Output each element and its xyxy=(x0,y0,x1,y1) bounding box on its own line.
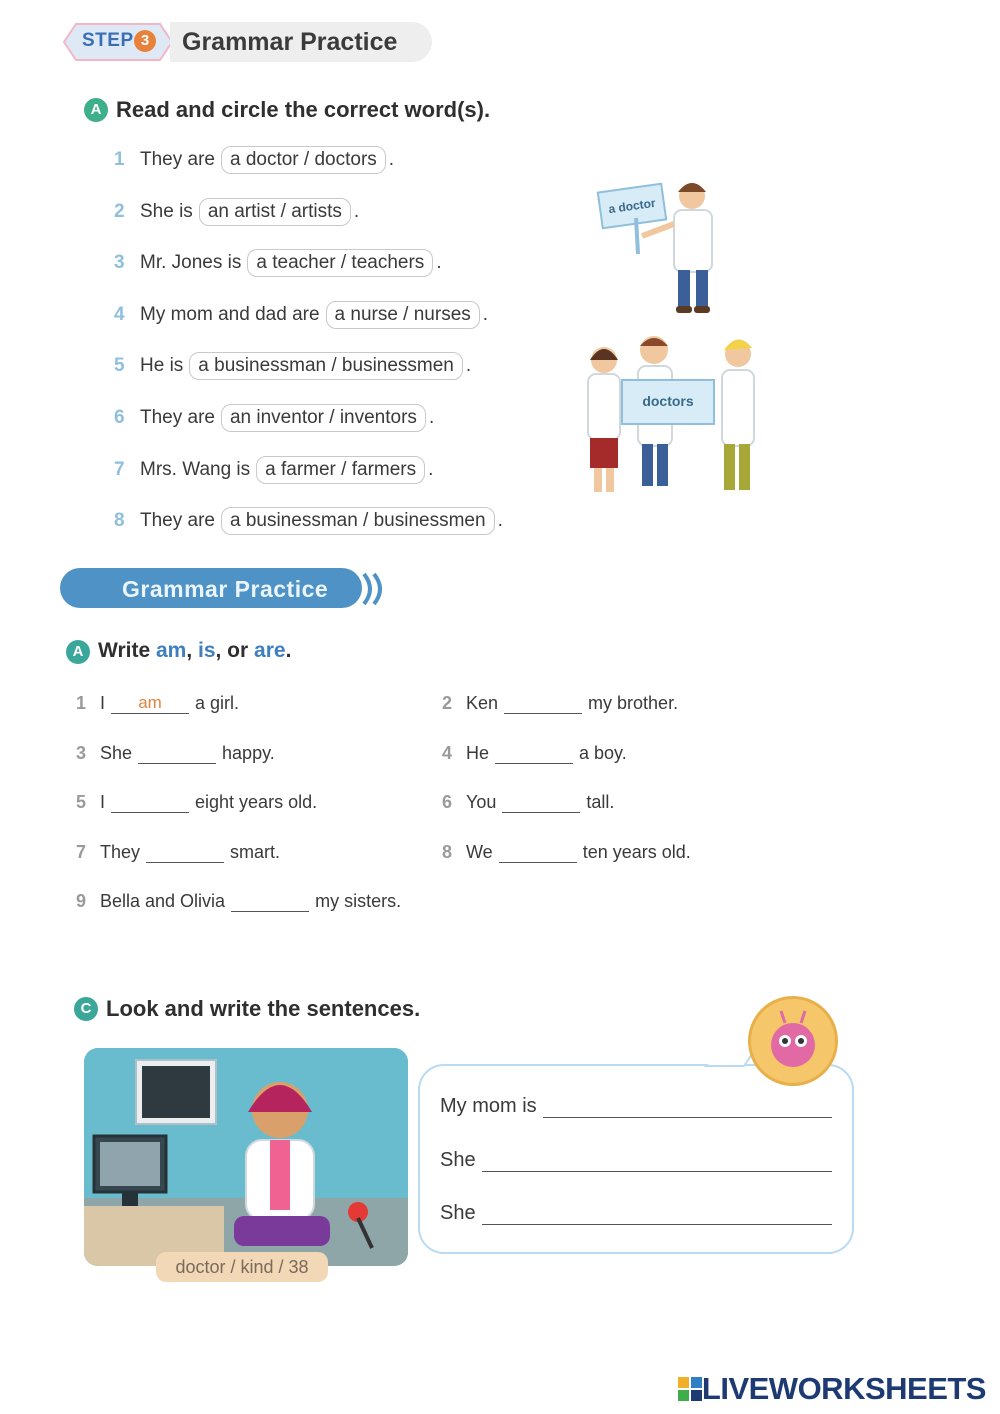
item-number: 1 xyxy=(114,149,125,170)
word-choice-box[interactable]: an inventor / inventors xyxy=(221,404,426,432)
step-header xyxy=(62,18,442,66)
item-prompt: My mom and dad are xyxy=(140,303,320,325)
fill-blank-item xyxy=(76,783,317,813)
section-a2-heading xyxy=(98,639,291,663)
heading-end: . xyxy=(285,639,292,662)
section-c-heading: Look and write the sentences. xyxy=(106,996,421,1021)
item-subject: Bella and Olivia xyxy=(100,891,226,911)
item-rest: tall. xyxy=(586,792,615,812)
circle-item xyxy=(114,403,434,433)
item-subject: They xyxy=(100,841,141,862)
item-number: 5 xyxy=(114,355,125,377)
circle-item xyxy=(114,351,471,381)
word-choice-box[interactable]: a businessman / businessmen xyxy=(189,352,463,380)
banner-swoosh-icon xyxy=(360,572,390,606)
item-subject: She xyxy=(100,742,133,763)
item-period: . xyxy=(388,149,395,170)
logo-icon xyxy=(678,1377,702,1401)
item-prompt: Mrs. Wang is xyxy=(140,458,251,480)
circle-item xyxy=(114,455,433,485)
fill-blank-item xyxy=(442,833,691,863)
item-rest: ten years old. xyxy=(582,841,691,862)
sentence-start: She xyxy=(440,1148,476,1171)
item-number: 1 xyxy=(76,693,87,713)
logo-text: LIVEWORKSHEETS xyxy=(701,1371,986,1406)
item-number: 2 xyxy=(442,693,453,713)
heading-sep: , or xyxy=(215,639,255,662)
fill-blank-item xyxy=(76,684,239,714)
sentence-write-field[interactable] xyxy=(543,1097,832,1118)
circle-item xyxy=(114,506,503,536)
sign-single: a doctor xyxy=(607,195,657,217)
sign-group: doctors xyxy=(642,393,694,409)
office-scene xyxy=(84,1048,408,1266)
fill-blank-item xyxy=(442,783,614,813)
fill-blank-item xyxy=(76,833,280,863)
answer-blank[interactable] xyxy=(499,842,577,863)
item-period: . xyxy=(497,510,503,532)
item-period: . xyxy=(353,200,360,222)
fill-blank-item xyxy=(442,734,627,764)
fill-blank-item xyxy=(442,684,678,714)
word-choice-box[interactable]: a businessman / businessmen xyxy=(221,507,495,535)
circle-item xyxy=(114,248,442,278)
liveworksheets-logo xyxy=(678,1372,986,1406)
answer-blank[interactable]: am xyxy=(111,693,189,714)
keyword-are: are xyxy=(254,639,286,662)
word-choice-box[interactable]: a doctor / doctors xyxy=(221,146,386,174)
item-number: 7 xyxy=(114,458,125,480)
heading-text: Write xyxy=(98,639,156,662)
item-number: 4 xyxy=(114,303,125,325)
item-subject: I xyxy=(100,792,106,812)
item-number: 3 xyxy=(76,742,87,763)
doctor-illustration xyxy=(596,174,726,324)
answer-blank[interactable] xyxy=(111,792,189,813)
fill-blank-item xyxy=(76,734,275,764)
item-number: 4 xyxy=(442,742,453,763)
item-period: . xyxy=(428,407,435,428)
circle-item xyxy=(114,197,359,227)
item-prompt: Mr. Jones is xyxy=(140,252,242,274)
item-number: 3 xyxy=(114,252,125,274)
answer-blank[interactable] xyxy=(504,693,582,714)
step-number-badge: 3 xyxy=(134,30,156,52)
sentence-line xyxy=(440,1197,832,1225)
section-a-badge: A xyxy=(84,98,108,122)
sentence-start: My mom is xyxy=(440,1095,537,1117)
keyword-is: is xyxy=(198,639,216,662)
circle-item xyxy=(114,300,488,330)
circle-item xyxy=(114,145,394,175)
item-number: 8 xyxy=(114,510,125,532)
item-subject: Ken xyxy=(466,693,499,713)
step-label: STEP xyxy=(82,30,134,51)
section-a-heading: Read and circle the correct word(s). xyxy=(116,97,491,122)
word-choice-box[interactable]: a nurse / nurses xyxy=(326,301,480,329)
item-rest: happy. xyxy=(222,742,275,763)
item-number: 6 xyxy=(114,407,125,428)
answer-blank[interactable] xyxy=(138,743,216,764)
sentence-write-field[interactable] xyxy=(482,1151,832,1172)
item-number: 5 xyxy=(76,792,87,812)
page-title: Grammar Practice xyxy=(182,28,398,56)
keyword-am: am xyxy=(155,639,187,662)
answer-blank[interactable] xyxy=(146,842,224,863)
grammar-banner xyxy=(60,566,390,612)
item-rest: smart. xyxy=(230,841,281,862)
item-subject: He xyxy=(466,742,490,763)
item-subject: We xyxy=(466,841,493,862)
item-number: 2 xyxy=(114,200,125,222)
item-rest: a boy. xyxy=(579,742,627,763)
item-number: 7 xyxy=(76,841,87,862)
item-rest: my brother. xyxy=(588,693,679,713)
sentence-start: She xyxy=(440,1202,476,1224)
word-choice-box[interactable]: an artist / artists xyxy=(199,198,351,226)
item-rest: eight years old. xyxy=(195,792,318,812)
item-number: 9 xyxy=(76,891,87,911)
word-choice-box[interactable]: a farmer / farmers xyxy=(256,456,425,484)
heading-sep: , xyxy=(186,639,198,662)
sentence-write-field[interactable] xyxy=(482,1204,832,1225)
item-prompt: They are xyxy=(140,149,215,170)
item-subject: You xyxy=(466,792,497,812)
item-period: . xyxy=(465,355,472,377)
answer-blank[interactable] xyxy=(231,891,309,912)
section-c-badge: C xyxy=(74,997,98,1021)
sentence-line xyxy=(440,1144,832,1172)
hint-caption: doctor / kind / 38 xyxy=(156,1252,328,1282)
item-rest: my sisters. xyxy=(315,891,402,911)
item-number: 6 xyxy=(442,792,453,812)
banner-title: Grammar Practice xyxy=(122,576,329,602)
answer-blank[interactable] xyxy=(502,792,580,813)
item-period: . xyxy=(428,458,434,480)
item-prompt: He is xyxy=(140,355,184,377)
item-prompt: They are xyxy=(140,510,215,532)
doctor-office-image xyxy=(84,1048,408,1266)
word-choice-box[interactable]: a teacher / teachers xyxy=(247,249,433,277)
item-prompt: She is xyxy=(140,200,193,222)
item-rest: a girl. xyxy=(195,693,240,713)
item-subject: I xyxy=(100,693,106,713)
sentence-line xyxy=(440,1090,832,1118)
item-period: . xyxy=(482,303,489,325)
item-number: 8 xyxy=(442,841,453,862)
item-period: . xyxy=(436,252,442,274)
alien-character-icon xyxy=(751,999,835,1083)
doctors-group-illustration xyxy=(580,330,770,506)
fill-blank-item xyxy=(76,882,401,912)
item-prompt: They are xyxy=(140,407,215,428)
answer-blank[interactable] xyxy=(495,743,573,764)
character-avatar xyxy=(748,996,838,1086)
section-a2-badge: A xyxy=(66,640,90,664)
